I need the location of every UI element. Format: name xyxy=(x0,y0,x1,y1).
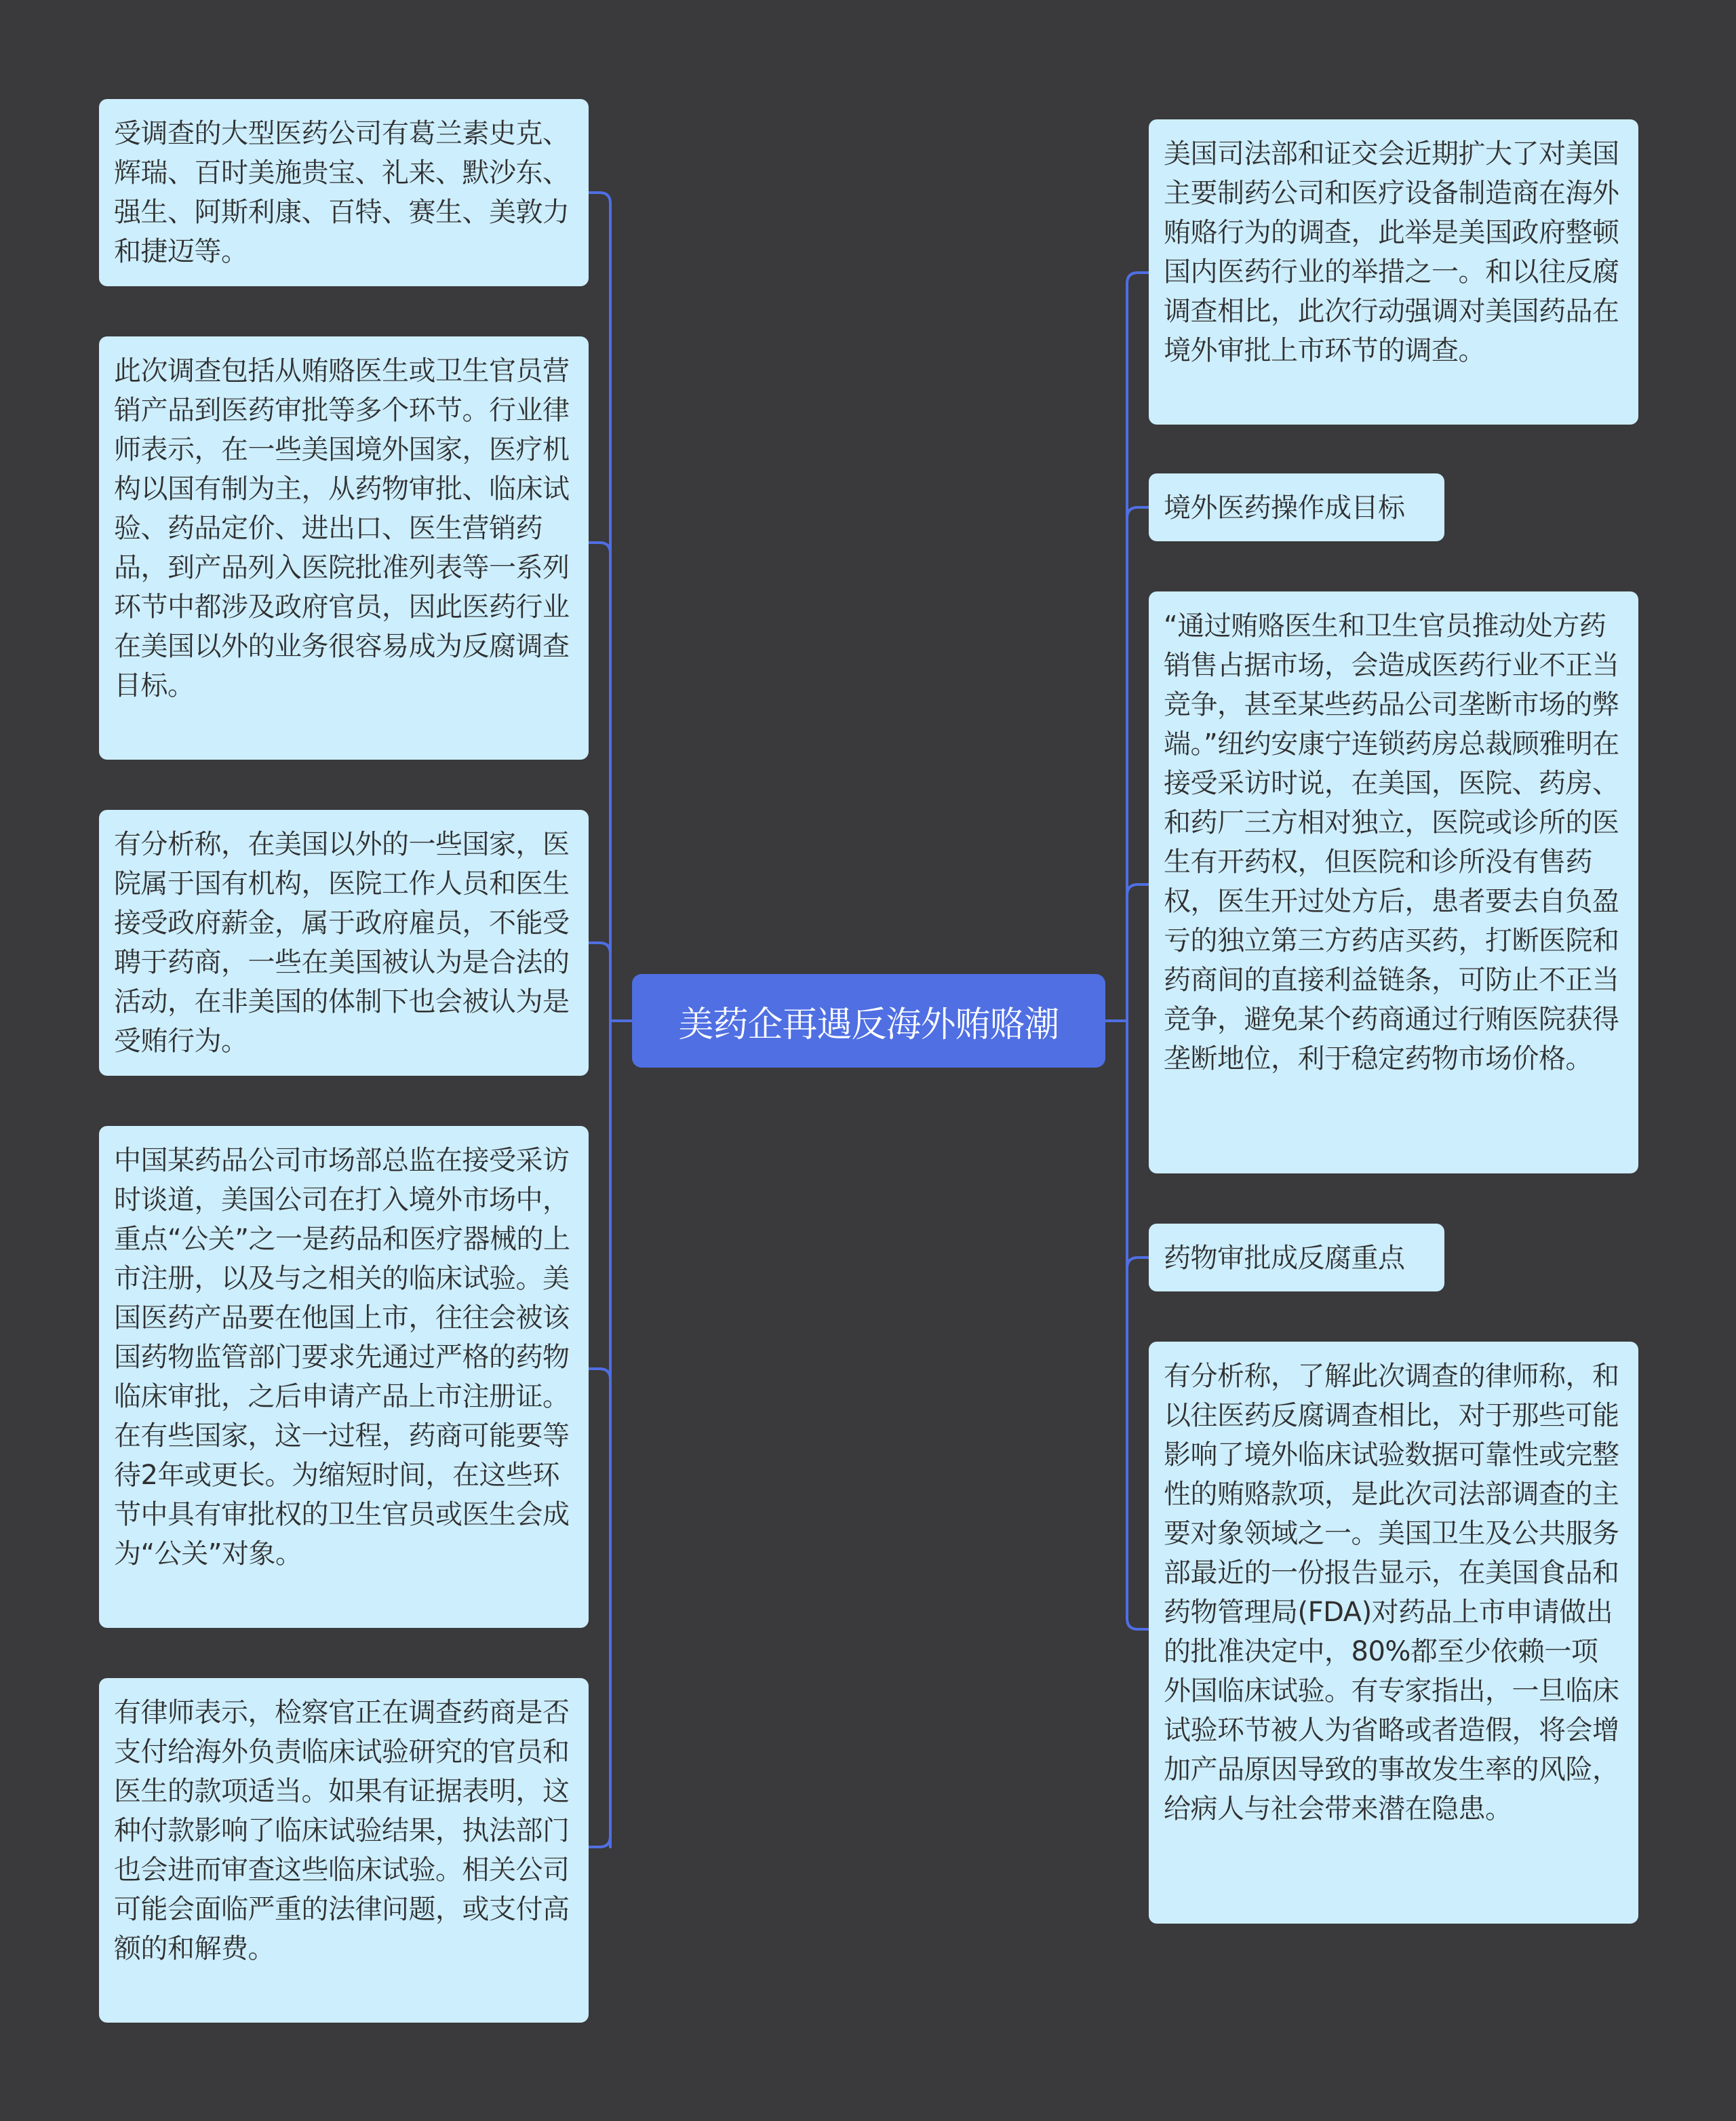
left-node-2[interactable]: 此次调查包括从贿赂医生或卫生官员营销产品到医药审批等多个环节。行业律师表示，在一些美国境外国家，医疗机构以国有制为主，从药物审批、临床试验、药品定价、进出口、医生营销药品，到产品列入医院批准列表等一系列环节中都涉及政府官员，因此医药行业在美国以外的业务很容易成为反腐调查目标。 xyxy=(99,336,589,760)
connector-left-2 xyxy=(589,543,610,553)
right-node-4[interactable]: 药物审批成反腐重点 xyxy=(1149,1224,1444,1291)
right-node-1[interactable]: 美国司法部和证交会近期扩大了对美国主要制药公司和医疗设备制造商在海外贿赂行为的调查，此举是美国政府整顿国内医药行业的举措之一。和以往反腐调查相比，此次行动强调对美国药品在境外审批上市环节的调查。 xyxy=(1149,119,1638,425)
right-node-3[interactable]: “通过贿赂医生和卫生官员推动处方药销售占据市场，会造成医药行业不正当竞争，甚至某些药品公司垄断市场的弊端。”纽约安康宁连锁药房总裁顾雅明在接受采访时说，在美国，医院、药房、和药厂三方相对独立，医院或诊所的医生有开药权，但医院和诊所没有售药权，医生开过处方后，患者要去自负盈亏的独立第三方药店买药，打断医院和药商间的直接利益链条，可防止不正当竞争，避免某个药商通过行贿医院获得垄断地位，利于稳定药物市场价格。 xyxy=(1149,591,1638,1173)
left-node-5[interactable]: 有律师表示，检察官正在调查药商是否支付给海外负责临床试验研究的官员和医生的款项适当。如果有证据表明，这种付款影响了临床试验结果，执法部门也会进而审查这些临床试验。相关公司可能会面临严重的法律问题，或支付高额的和解费。 xyxy=(99,1678,589,2023)
connector-right-3 xyxy=(1127,884,1149,895)
right-node-2[interactable]: 境外医药操作成目标 xyxy=(1149,473,1444,541)
connector-left-4 xyxy=(589,1369,610,1380)
connector-right-5 xyxy=(1127,1618,1149,1629)
connector-right-4 xyxy=(1127,1258,1149,1268)
right-node-5[interactable]: 有分析称，了解此次调查的律师称，和以往医药反腐调查相比，对于那些可能影响了境外临床试验数据可靠性或完整性的贿赂款项，是此次司法部调查的主要对象领域之一。美国卫生及公共服务部最近的一份报告显示，在美国食品和药物管理局(FDA)对药品上市申请做出的批准决定中，80%都至少依赖一项外国临床试验。有专家指出，一旦临床试验环节被人为省略或者造假，将会增加产品原因导致的事故发生率的风险，给病人与社会带来潜在隐患。 xyxy=(1149,1342,1638,1924)
connector-right-1 xyxy=(1127,273,1149,284)
left-node-3[interactable]: 有分析称，在美国以外的一些国家，医院属于国有机构，医院工作人员和医生接受政府薪金，属于政府雇员，不能受聘于药商，一些在美国被认为是合法的活动，在非美国的体制下也会被认为是受贿行为。 xyxy=(99,810,589,1076)
center-topic[interactable]: 美药企再遇反海外贿赂潮 xyxy=(632,974,1105,1068)
left-node-4[interactable]: 中国某药品公司市场部总监在接受采访时谈道，美国公司在打入境外市场中，重点“公关”之一是药品和医疗器械的上市注册，以及与之相关的临床试验。美国医药产品要在他国上市，往往会被该国药物监管部门要求先通过严格的药物临床审批，之后申请产品上市注册证。在有些国家，这一过程，药商可能要等待2年或更长。为缩短时间，在这些环节中具有审批权的卫生官员或医生会成为“公关”对象。 xyxy=(99,1126,589,1628)
connector-right-2 xyxy=(1127,507,1149,518)
connector-left-3 xyxy=(589,943,610,954)
connector-left-1 xyxy=(589,193,610,203)
left-node-1[interactable]: 受调查的大型医药公司有葛兰素史克、辉瑞、百时美施贵宝、礼来、默沙东、强生、阿斯利康、百特、赛生、美敦力和捷迈等。 xyxy=(99,99,589,286)
connector-left-5 xyxy=(589,1836,610,1847)
